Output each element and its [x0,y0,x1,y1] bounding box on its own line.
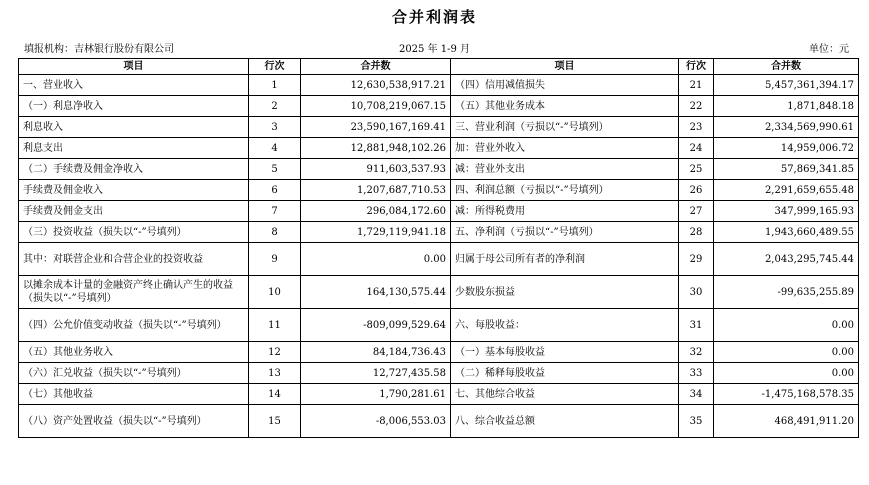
right-line-number: 23 [679,117,714,138]
left-line-number: 2 [249,96,301,117]
right-amount: 2,334,569,990.61 [714,117,859,138]
reporting-organization: 填报机构：吉林银行股份有限公司 [24,44,174,55]
left-item-label: 利息收入 [19,117,249,138]
column-header-amount: 合并数 [714,59,859,75]
left-amount: 1,207,687,710.53 [301,180,451,201]
left-amount: 0.00 [301,243,451,276]
table-row [19,138,859,159]
left-item-label: （一）利息净收入 [19,96,249,117]
reporting-period: 2025 年 1-9 月 [398,44,471,55]
right-item-label: （一）基本每股收益 [451,342,679,363]
left-item-label: 以摊余成本计量的金融资产终止确认产生的收益（损失以“-”号填列） [19,276,249,309]
right-item-label: （五）其他业务成本 [451,96,679,117]
right-item-label: 归属于母公司所有者的净利润 [451,243,679,276]
right-amount: 1,943,660,489.55 [714,222,859,243]
left-line-number: 15 [249,405,301,438]
right-amount: 2,291,659,655.48 [714,180,859,201]
left-amount: 296,084,172.60 [301,201,451,222]
column-header-line: 行次 [679,59,714,75]
left-amount: 1,729,119,941.18 [301,222,451,243]
left-line-number: 13 [249,363,301,384]
right-line-number: 30 [679,276,714,309]
left-item-label: 其中：对联营企业和合营企业的投资收益 [19,243,249,276]
left-line-number: 6 [249,180,301,201]
right-item-label: 三、营业利润（亏损以“-”号填列） [451,117,679,138]
right-item-label: 少数股东损益 [451,276,679,309]
left-item-label: （八）资产处置收益（损失以“-”号填列） [19,405,249,438]
right-line-number: 31 [679,309,714,342]
left-item-label: （五）其他业务收入 [19,342,249,363]
left-line-number: 14 [249,384,301,405]
right-item-label: 加：营业外收入 [451,138,679,159]
left-line-number: 3 [249,117,301,138]
left-line-number: 9 [249,243,301,276]
left-amount: 23,590,167,169.41 [301,117,451,138]
table-row [19,363,859,384]
left-item-label: 利息支出 [19,138,249,159]
income-statement-table [18,58,859,438]
left-line-number: 12 [249,342,301,363]
right-amount: 0.00 [714,363,859,384]
left-item-label: 手续费及佣金支出 [19,201,249,222]
right-line-number: 25 [679,159,714,180]
right-line-number: 33 [679,363,714,384]
left-amount: 1,790,281.61 [301,384,451,405]
table-row [19,342,859,363]
left-amount: -809,099,529.64 [301,309,451,342]
left-item-label: （二）手续费及佣金净收入 [19,159,249,180]
left-item-label: （三）投资收益（损失以“-”号填列） [19,222,249,243]
table-row [19,75,859,96]
column-header-line: 行次 [249,59,301,75]
table-header-row [19,59,859,75]
left-amount: 12,727,435.58 [301,363,451,384]
right-amount: 14,959,006.72 [714,138,859,159]
left-amount: 10,708,219,067.15 [301,96,451,117]
left-line-number: 10 [249,276,301,309]
right-item-label: （四）信用减值损失 [451,75,679,96]
left-item-label: （六）汇兑收益（损失以“-”号填列） [19,363,249,384]
left-item-label: （七）其他收益 [19,384,249,405]
left-amount: 12,881,948,102.26 [301,138,451,159]
table-row [19,384,859,405]
right-amount: 468,491,911.20 [714,405,859,438]
left-line-number: 4 [249,138,301,159]
left-amount: 164,130,575.44 [301,276,451,309]
left-amount: -8,006,553.03 [301,405,451,438]
left-item-label: 手续费及佣金收入 [19,180,249,201]
right-line-number: 29 [679,243,714,276]
right-item-label: 八、综合收益总额 [451,405,679,438]
right-amount: 347,999,165.93 [714,201,859,222]
left-amount: 12,630,538,917.21 [301,75,451,96]
left-line-number: 1 [249,75,301,96]
right-amount: 57,869,341.85 [714,159,859,180]
column-header-amount: 合并数 [301,59,451,75]
right-amount: 0.00 [714,309,859,342]
table-row [19,405,859,438]
right-item-label: 五、净利润（亏损以“-”号填列） [451,222,679,243]
right-amount: 1,871,848.18 [714,96,859,117]
right-line-number: 32 [679,342,714,363]
left-item-label: 一、营业收入 [19,75,249,96]
right-line-number: 35 [679,405,714,438]
left-amount: 84,184,736.43 [301,342,451,363]
column-header-item: 项目 [451,59,679,75]
table-row [19,159,859,180]
left-line-number: 11 [249,309,301,342]
right-item-label: 四、利润总额（亏损以“-”号填列） [451,180,679,201]
table-row [19,201,859,222]
table-row [19,117,859,138]
table-row [19,180,859,201]
right-line-number: 27 [679,201,714,222]
left-item-label: （四）公允价值变动收益（损失以“-”号填列） [19,309,249,342]
right-line-number: 34 [679,384,714,405]
right-line-number: 22 [679,96,714,117]
table-row [19,222,859,243]
right-line-number: 26 [679,180,714,201]
right-line-number: 21 [679,75,714,96]
column-header-item: 项目 [19,59,249,75]
table-row [19,243,859,276]
right-item-label: 减：所得税费用 [451,201,679,222]
right-amount: -99,635,255.89 [714,276,859,309]
right-item-label: 六、每股收益： [451,309,679,342]
left-line-number: 7 [249,201,301,222]
right-amount: 0.00 [714,342,859,363]
left-amount: 911,603,537.93 [301,159,451,180]
right-item-label: 减：营业外支出 [451,159,679,180]
left-line-number: 5 [249,159,301,180]
right-line-number: 28 [679,222,714,243]
table-row [19,96,859,117]
right-amount: -1,475,168,578.35 [714,384,859,405]
right-line-number: 24 [679,138,714,159]
right-amount: 5,457,361,394.17 [714,75,859,96]
right-amount: 2,043,295,745.44 [714,243,859,276]
right-item-label: （二）稀释每股收益 [451,363,679,384]
table-row [19,309,859,342]
currency-unit: 单位：元 [809,44,849,55]
page-title: 合并利润表 [391,8,477,26]
right-item-label: 七、其他综合收益 [451,384,679,405]
table-row [19,276,859,309]
left-line-number: 8 [249,222,301,243]
